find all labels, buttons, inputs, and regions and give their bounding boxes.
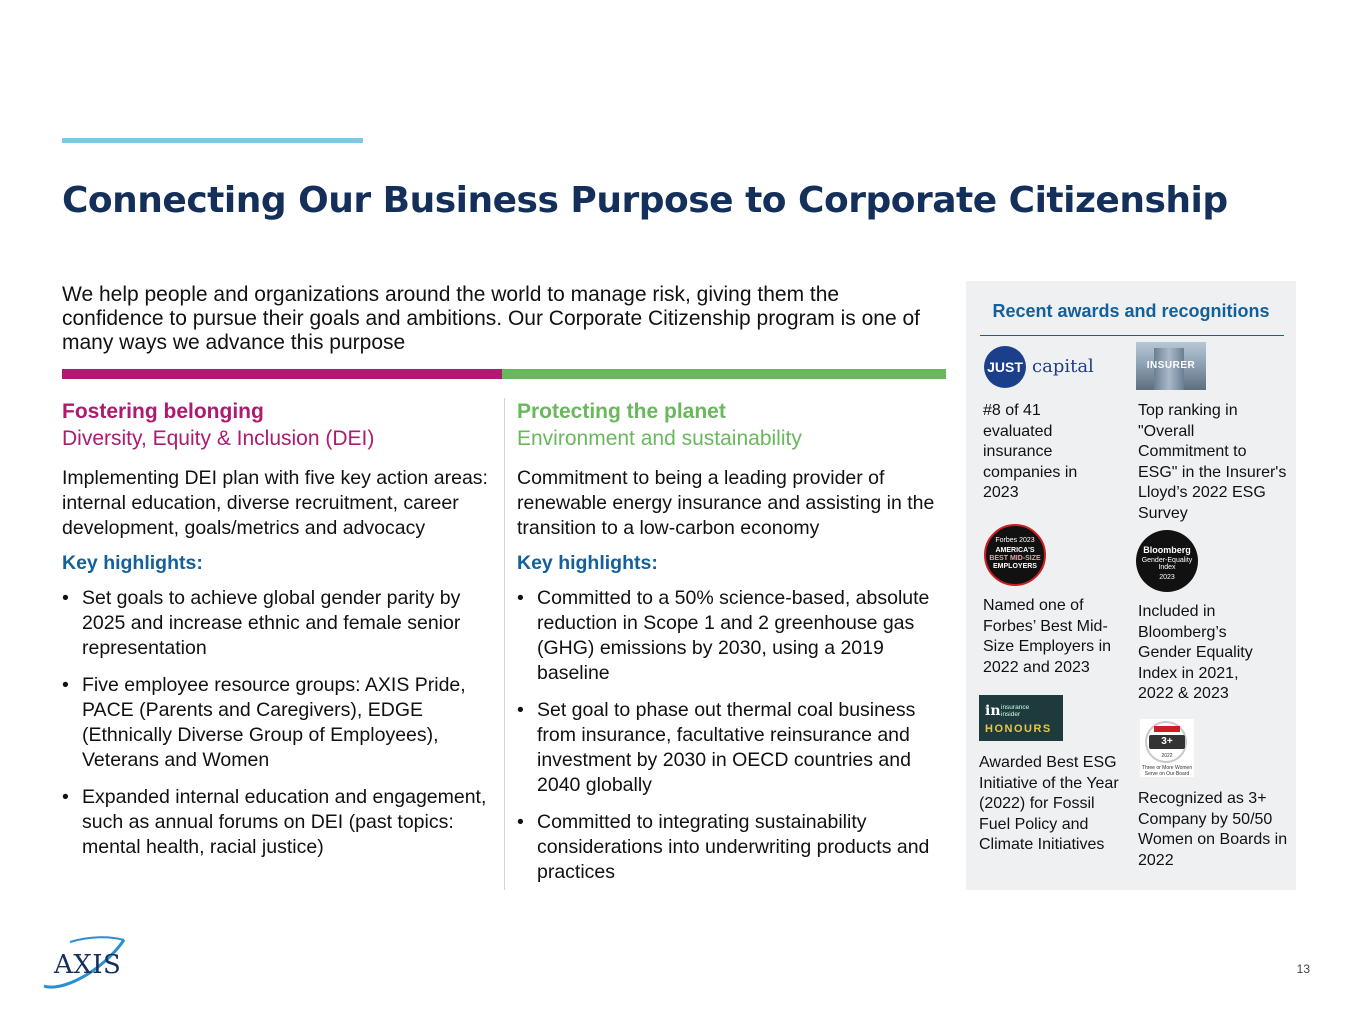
list-item-text: Expanded internal education and engagement, such as annual forums on DEI (past topics: mental health, racial justice) bbox=[82, 786, 487, 858]
list-item-text: Committed to a 50% science-based, absolute reduction in Scope 1 and 2 greenhouse gas (GHG) emissions by 2030, using a 2019 baseline bbox=[537, 587, 930, 684]
list-item bbox=[517, 586, 945, 686]
bloomberg-logo-line: 2023 bbox=[1159, 574, 1175, 581]
awards-title: Recent awards and recognitions bbox=[992, 301, 1270, 321]
list-item-text: Committed to integrating sustainability considerations into underwriting products and practices bbox=[537, 811, 930, 883]
axis-logo bbox=[40, 934, 130, 994]
list-item-text: Five employee resource groups: AXIS Pride, PACE (Parents and Caregivers), EDGE (Ethnically Diverse Group of Employees), Veterans and Women bbox=[82, 674, 466, 771]
bloomberg-logo bbox=[1136, 530, 1198, 592]
fifty-fifty-year: 2022 bbox=[1161, 753, 1173, 759]
environment-color-bar bbox=[502, 369, 946, 379]
just-capital-wordmark: capital bbox=[1032, 356, 1094, 377]
insurance-insider-logo bbox=[979, 695, 1063, 741]
dei-description: Implementing DEI plan with five key action areas: internal education, diverse recruitment, career development, goals/metrics and advocacy bbox=[62, 467, 488, 539]
list-item bbox=[62, 673, 494, 773]
fifty-fifty-badge: 3+ bbox=[1149, 735, 1185, 749]
dei-heading: Fostering belonging bbox=[62, 400, 264, 423]
insurance-insider-mark: in bbox=[985, 703, 1001, 719]
column-divider bbox=[504, 398, 505, 890]
bloomberg-logo-line: Bloomberg bbox=[1143, 545, 1191, 555]
insurer-wordmark: INSURER bbox=[1146, 360, 1196, 371]
insurance-insider-word: insider bbox=[1001, 711, 1021, 718]
bloomberg-logo-line: Index bbox=[1158, 564, 1176, 571]
environment-heading: Protecting the planet bbox=[517, 400, 726, 423]
dei-highlights-list bbox=[62, 586, 494, 860]
dei-subheading: Diversity, Equity & Inclusion (DEI) bbox=[62, 427, 375, 450]
insurance-insider-word: insurance bbox=[1001, 704, 1030, 711]
fifty-fifty-caption-line: Serve on Our Board bbox=[1144, 771, 1190, 777]
fifty-fifty-banner bbox=[1154, 726, 1180, 732]
dei-color-bar bbox=[62, 369, 502, 379]
bullet: • bbox=[62, 674, 69, 696]
environment-highlights-label: Key highlights: bbox=[517, 552, 658, 574]
award-text-insurance-insider: Awarded Best ESG Initiative of the Year (2022) for Fossil Fuel Policy and Climate Initiatives bbox=[979, 754, 1119, 853]
bullet: • bbox=[62, 786, 69, 808]
list-item bbox=[62, 785, 494, 860]
award-text-insurer: Top ranking in "Overall Commitment to ESG" in the Insurer's Lloyd’s 2022 ESG Survey bbox=[1138, 402, 1287, 522]
bullet: • bbox=[62, 587, 69, 609]
bullet: • bbox=[517, 699, 524, 721]
bullet: • bbox=[517, 811, 524, 833]
forbes-logo-line: BEST MID-SIZE bbox=[989, 555, 1041, 562]
awards-divider bbox=[980, 335, 1284, 336]
insurance-insider-honours: HONOURS bbox=[985, 723, 1052, 735]
environment-description: Commitment to being a leading provider of renewable energy insurance and assisting in the transition to a low-carbon economy bbox=[517, 467, 935, 539]
award-text-just-capital: #8 of 41 evaluated insurance companies in 2023 bbox=[983, 402, 1078, 501]
environment-subheading: Environment and sustainability bbox=[517, 427, 802, 450]
award-text-bloomberg: Included in Bloomberg’s Gender Equality Index in 2021, 2022 & 2023 bbox=[1138, 603, 1253, 702]
dei-highlights-label: Key highlights: bbox=[62, 552, 203, 574]
just-capital-badge: JUST bbox=[984, 346, 1026, 388]
forbes-logo-line: AMERICA'S bbox=[995, 547, 1035, 554]
environment-highlights-list bbox=[517, 586, 945, 885]
environment-column bbox=[517, 398, 945, 897]
list-item bbox=[517, 810, 945, 885]
list-item bbox=[517, 698, 945, 798]
forbes-logo bbox=[984, 524, 1046, 586]
award-text-forbes: Named one of Forbes’ Best Mid-Size Employers in 2022 and 2023 bbox=[983, 597, 1112, 676]
bullet: • bbox=[517, 587, 524, 609]
title-accent-bar bbox=[62, 138, 363, 143]
intro-text: We help people and organizations around the world to manage risk, giving them the confidence to pursue their goals and ambitions. Our Corporate Citizenship program is one of many ways we advance this purpose bbox=[62, 283, 920, 354]
insurer-logo bbox=[1136, 342, 1206, 390]
fifty-fifty-caption bbox=[1140, 765, 1194, 777]
list-item-text: Set goals to achieve global gender parity by 2025 and increase ethnic and female senior representation bbox=[82, 587, 461, 659]
fifty-fifty-caption-line: Three or More Women bbox=[1141, 765, 1193, 771]
page-number: 13 bbox=[1296, 962, 1310, 976]
list-item bbox=[62, 586, 494, 661]
fifty-fifty-logo bbox=[1140, 719, 1194, 777]
dei-column bbox=[62, 398, 494, 872]
forbes-logo-line: Forbes 2023 bbox=[995, 537, 1035, 544]
just-capital-logo bbox=[984, 346, 1094, 390]
list-item-text: Set goal to phase out thermal coal business from insurance, facultative reinsurance and investment by 2030 in OECD countries and 2040 globally bbox=[537, 699, 916, 796]
bloomberg-logo-line: Gender-Equality bbox=[1141, 557, 1193, 564]
insurance-insider-wordmark bbox=[1001, 704, 1029, 718]
page-title: Connecting Our Business Purpose to Corporate Citizenship bbox=[62, 180, 1228, 221]
award-text-fifty-fifty: Recognized as 3+ Company by 50/50 Women on Boards in 2022 bbox=[1138, 790, 1288, 869]
forbes-logo-line: EMPLOYERS bbox=[993, 563, 1037, 570]
axis-wordmark: AXIS bbox=[54, 950, 122, 980]
